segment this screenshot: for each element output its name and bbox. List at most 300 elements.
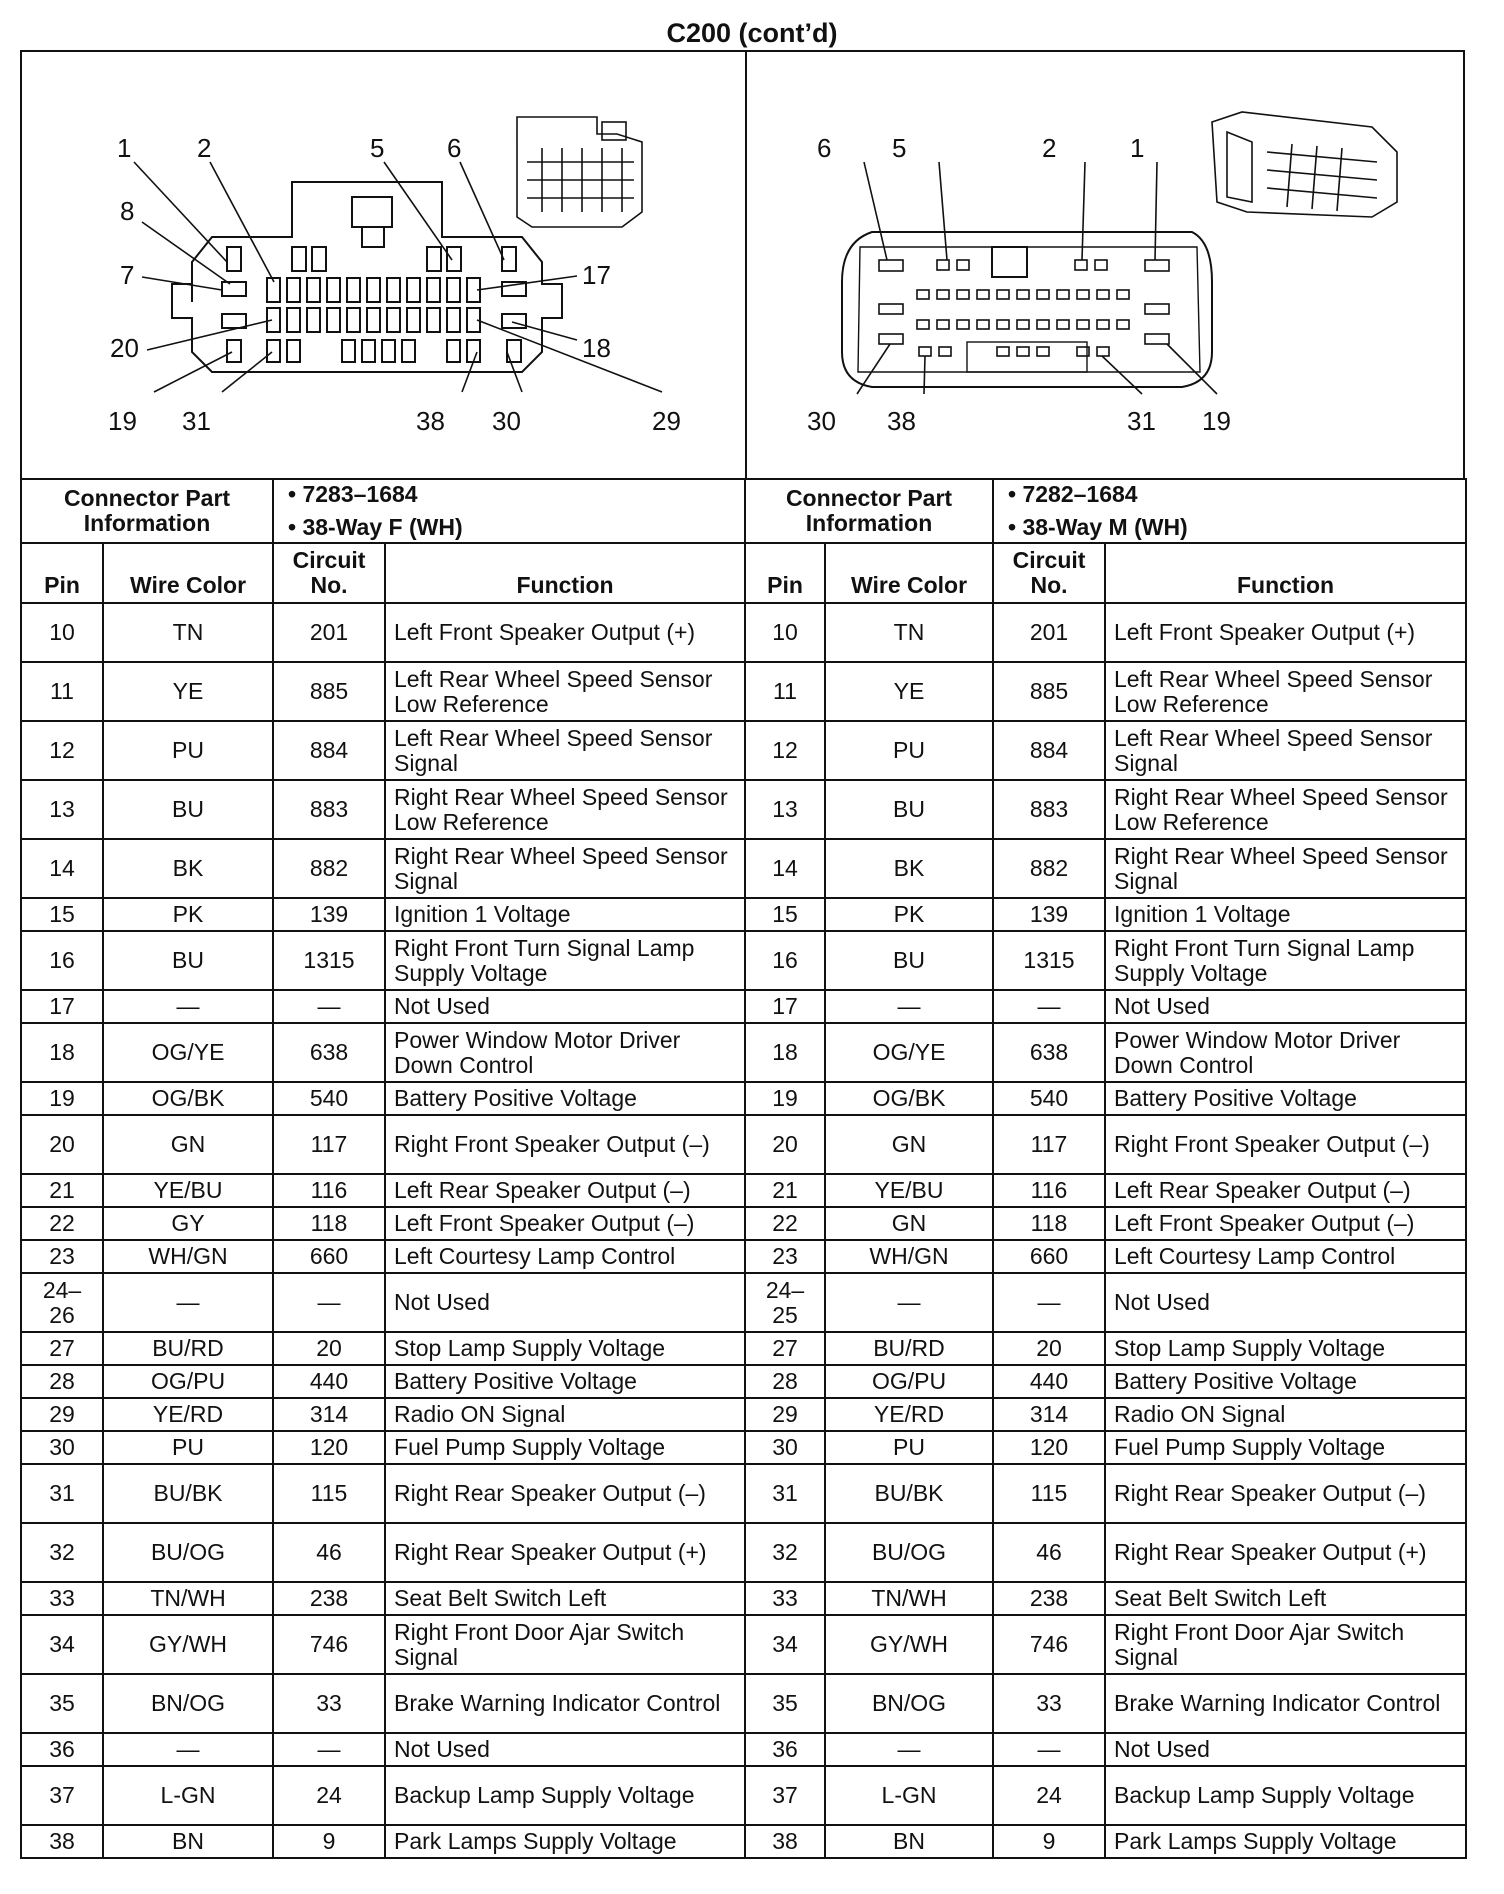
right-connector-table bbox=[744, 478, 1467, 1859]
circuit-cell: 120 bbox=[993, 1431, 1105, 1464]
table-row bbox=[745, 1766, 1466, 1825]
wire-color-cell: OG/PU bbox=[825, 1365, 993, 1398]
part-type: • 38-Way M (WH) bbox=[1008, 514, 1188, 540]
left-pin-label: 2 bbox=[197, 133, 212, 163]
pin-cell: 36 bbox=[745, 1733, 825, 1766]
wire-color-cell: OG/YE bbox=[103, 1023, 273, 1082]
circuit-cell: 46 bbox=[993, 1523, 1105, 1582]
header-wire-color: Wire Color bbox=[825, 543, 993, 603]
pin-cell: 32 bbox=[21, 1523, 103, 1582]
circuit-cell: 201 bbox=[273, 603, 385, 662]
wire-color-cell: PU bbox=[103, 1431, 273, 1464]
table-row bbox=[745, 780, 1466, 839]
circuit-cell: 660 bbox=[273, 1240, 385, 1273]
header-circuit: Circuit No. bbox=[273, 543, 385, 603]
circuit-cell: 440 bbox=[993, 1365, 1105, 1398]
wire-color-cell: OG/YE bbox=[825, 1023, 993, 1082]
header-pin: Pin bbox=[21, 543, 103, 603]
left-pin-label: 19 bbox=[108, 406, 137, 436]
table-row bbox=[745, 1431, 1466, 1464]
function-cell: Left Courtesy Lamp Control bbox=[1105, 1240, 1466, 1273]
circuit-cell: 882 bbox=[273, 839, 385, 898]
pin-cell: 14 bbox=[745, 839, 825, 898]
wire-color-cell: YE bbox=[825, 662, 993, 721]
wire-color-cell: BU/OG bbox=[825, 1523, 993, 1582]
wire-color-cell: L-GN bbox=[825, 1766, 993, 1825]
pin-cell: 34 bbox=[21, 1615, 103, 1674]
left-pin-row-4 bbox=[227, 340, 521, 362]
pin-cell: 38 bbox=[745, 1825, 825, 1858]
left-pin-label: 6 bbox=[447, 133, 462, 163]
left-pin-label: 1 bbox=[117, 133, 132, 163]
circuit-cell: 440 bbox=[273, 1365, 385, 1398]
left-connector-table bbox=[20, 478, 746, 1859]
table-row bbox=[21, 1082, 745, 1115]
left-pin-label: 7 bbox=[120, 260, 135, 290]
pin-cell: 36 bbox=[21, 1733, 103, 1766]
circuit-cell: 201 bbox=[993, 603, 1105, 662]
pin-cell: 17 bbox=[21, 990, 103, 1023]
table-row bbox=[21, 1023, 745, 1082]
table-row bbox=[21, 931, 745, 990]
wire-color-cell: WH/GN bbox=[825, 1240, 993, 1273]
pin-cell: 30 bbox=[745, 1431, 825, 1464]
table-row bbox=[745, 721, 1466, 780]
pin-cell: 20 bbox=[21, 1115, 103, 1174]
part-number: • 7283–1684 bbox=[288, 481, 418, 507]
connector-info-label: Connector Part Information bbox=[745, 479, 993, 543]
table-row bbox=[21, 1464, 745, 1523]
table-row bbox=[745, 1240, 1466, 1273]
left-pin-label: 20 bbox=[110, 333, 139, 363]
pin-cell: 20 bbox=[745, 1115, 825, 1174]
circuit-cell: 238 bbox=[273, 1582, 385, 1615]
wire-color-cell: YE/BU bbox=[825, 1174, 993, 1207]
left-table-body bbox=[21, 603, 745, 1858]
wire-color-cell: OG/BK bbox=[103, 1082, 273, 1115]
table-row bbox=[21, 1365, 745, 1398]
function-cell: Park Lamps Supply Voltage bbox=[385, 1825, 745, 1858]
pin-cell: 19 bbox=[21, 1082, 103, 1115]
function-cell: Radio ON Signal bbox=[1105, 1398, 1466, 1431]
pin-cell: 14 bbox=[21, 839, 103, 898]
wire-color-cell: GY/WH bbox=[825, 1615, 993, 1674]
table-row bbox=[745, 1023, 1466, 1082]
function-cell: Not Used bbox=[1105, 1733, 1466, 1766]
pin-cell: 30 bbox=[21, 1431, 103, 1464]
circuit-cell: 885 bbox=[273, 662, 385, 721]
right-pin-label: 31 bbox=[1127, 406, 1156, 436]
table-row bbox=[745, 898, 1466, 931]
pin-cell: 17 bbox=[745, 990, 825, 1023]
pin-cell: 11 bbox=[21, 662, 103, 721]
circuit-cell: 118 bbox=[993, 1207, 1105, 1240]
function-cell: Right Front Speaker Output (–) bbox=[1105, 1115, 1466, 1174]
pin-cell: 29 bbox=[745, 1398, 825, 1431]
left-pin-label: 31 bbox=[182, 406, 211, 436]
circuit-cell: 660 bbox=[993, 1240, 1105, 1273]
circuit-cell: 24 bbox=[993, 1766, 1105, 1825]
function-cell: Right Rear Speaker Output (+) bbox=[385, 1523, 745, 1582]
circuit-cell: 638 bbox=[993, 1023, 1105, 1082]
wire-color-cell: BK bbox=[103, 839, 273, 898]
header-function: Function bbox=[1105, 543, 1466, 603]
wire-color-cell: GY bbox=[103, 1207, 273, 1240]
wire-color-cell: BU/BK bbox=[103, 1464, 273, 1523]
circuit-cell: 746 bbox=[993, 1615, 1105, 1674]
table-row bbox=[745, 1674, 1466, 1733]
pin-cell: 24– 25 bbox=[745, 1273, 825, 1332]
left-pin-row-1 bbox=[227, 247, 516, 271]
table-row bbox=[745, 1464, 1466, 1523]
wire-color-cell: YE/BU bbox=[103, 1174, 273, 1207]
function-cell: Right Rear Wheel Speed Sensor Signal bbox=[1105, 839, 1466, 898]
wire-color-cell: PU bbox=[825, 1431, 993, 1464]
part-type: • 38-Way F (WH) bbox=[288, 514, 463, 540]
header-function: Function bbox=[385, 543, 745, 603]
wire-color-cell: GN bbox=[103, 1115, 273, 1174]
table-row bbox=[745, 603, 1466, 662]
wire-color-cell: L-GN bbox=[103, 1766, 273, 1825]
table-row bbox=[21, 662, 745, 721]
wire-color-cell: — bbox=[103, 1273, 273, 1332]
table-row bbox=[21, 1674, 745, 1733]
function-cell: Right Rear Speaker Output (+) bbox=[1105, 1523, 1466, 1582]
table-row bbox=[745, 1174, 1466, 1207]
right-connector-thumbnail bbox=[1212, 112, 1397, 217]
circuit-cell: 540 bbox=[993, 1082, 1105, 1115]
wire-color-cell: YE bbox=[103, 662, 273, 721]
table-row bbox=[21, 898, 745, 931]
pin-cell: 10 bbox=[21, 603, 103, 662]
table-row bbox=[745, 931, 1466, 990]
pin-cell: 35 bbox=[21, 1674, 103, 1733]
header-circuit: Circuit No. bbox=[993, 543, 1105, 603]
pin-cell: 12 bbox=[745, 721, 825, 780]
right-pin-label: 19 bbox=[1202, 406, 1231, 436]
table-row bbox=[745, 1207, 1466, 1240]
pin-cell: 31 bbox=[21, 1464, 103, 1523]
circuit-cell: 46 bbox=[273, 1523, 385, 1582]
circuit-cell: — bbox=[273, 990, 385, 1023]
table-row bbox=[21, 1115, 745, 1174]
function-cell: Right Front Door Ajar Switch Signal bbox=[385, 1615, 745, 1674]
left-pin-label: 18 bbox=[582, 333, 611, 363]
circuit-cell: 115 bbox=[993, 1464, 1105, 1523]
right-connector-face bbox=[842, 112, 1397, 394]
connector-info-row bbox=[21, 479, 745, 543]
circuit-cell: 746 bbox=[273, 1615, 385, 1674]
pin-cell: 12 bbox=[21, 721, 103, 780]
function-cell: Battery Positive Voltage bbox=[385, 1082, 745, 1115]
pin-cell: 13 bbox=[21, 780, 103, 839]
wire-color-cell: BU bbox=[825, 780, 993, 839]
pin-cell: 21 bbox=[745, 1174, 825, 1207]
pin-cell: 23 bbox=[745, 1240, 825, 1273]
circuit-cell: 9 bbox=[993, 1825, 1105, 1858]
pin-cell: 31 bbox=[745, 1464, 825, 1523]
function-cell: Battery Positive Voltage bbox=[1105, 1082, 1466, 1115]
pin-cell: 35 bbox=[745, 1674, 825, 1733]
pin-cell: 27 bbox=[745, 1332, 825, 1365]
circuit-cell: 20 bbox=[273, 1332, 385, 1365]
circuit-cell: 1315 bbox=[993, 931, 1105, 990]
table-row bbox=[745, 1273, 1466, 1332]
function-cell: Battery Positive Voltage bbox=[1105, 1365, 1466, 1398]
circuit-cell: — bbox=[993, 1273, 1105, 1332]
pin-cell: 21 bbox=[21, 1174, 103, 1207]
wire-color-cell: BN bbox=[103, 1825, 273, 1858]
circuit-cell: 314 bbox=[993, 1398, 1105, 1431]
table-row bbox=[745, 1332, 1466, 1365]
circuit-cell: 314 bbox=[273, 1398, 385, 1431]
function-cell: Right Rear Wheel Speed Sensor Low Reference bbox=[1105, 780, 1466, 839]
circuit-cell: 540 bbox=[273, 1082, 385, 1115]
function-cell: Right Rear Wheel Speed Sensor Low Reference bbox=[385, 780, 745, 839]
function-cell: Stop Lamp Supply Voltage bbox=[385, 1332, 745, 1365]
connector-info-label: Connector Part Information bbox=[21, 479, 273, 543]
function-cell: Ignition 1 Voltage bbox=[385, 898, 745, 931]
circuit-cell: 117 bbox=[993, 1115, 1105, 1174]
circuit-cell: 120 bbox=[273, 1431, 385, 1464]
left-pin-label: 30 bbox=[492, 406, 521, 436]
left-pin-label: 8 bbox=[120, 196, 135, 226]
function-cell: Ignition 1 Voltage bbox=[1105, 898, 1466, 931]
circuit-cell: 139 bbox=[993, 898, 1105, 931]
table-row bbox=[745, 839, 1466, 898]
function-cell: Not Used bbox=[1105, 1273, 1466, 1332]
table-row bbox=[21, 780, 745, 839]
function-cell: Fuel Pump Supply Voltage bbox=[385, 1431, 745, 1464]
connector-info-values bbox=[993, 479, 1466, 543]
table-row bbox=[745, 1398, 1466, 1431]
table-row bbox=[745, 1365, 1466, 1398]
circuit-cell: 882 bbox=[993, 839, 1105, 898]
wire-color-cell: PK bbox=[825, 898, 993, 931]
circuit-cell: 638 bbox=[273, 1023, 385, 1082]
circuit-cell: 884 bbox=[993, 721, 1105, 780]
function-cell: Right Front Speaker Output (–) bbox=[385, 1115, 745, 1174]
circuit-cell: 139 bbox=[273, 898, 385, 931]
function-cell: Left Rear Wheel Speed Sensor Signal bbox=[1105, 721, 1466, 780]
function-cell: Power Window Motor Driver Down Control bbox=[385, 1023, 745, 1082]
table-row bbox=[21, 1174, 745, 1207]
function-cell: Backup Lamp Supply Voltage bbox=[385, 1766, 745, 1825]
wire-color-cell: BU/RD bbox=[825, 1332, 993, 1365]
right-pin-label: 30 bbox=[807, 406, 836, 436]
left-pin-label: 38 bbox=[416, 406, 445, 436]
wire-color-cell: PU bbox=[825, 721, 993, 780]
column-header-row bbox=[745, 543, 1466, 603]
left-connector-thumbnail bbox=[517, 117, 642, 227]
wire-color-cell: PU bbox=[103, 721, 273, 780]
circuit-cell: 883 bbox=[993, 780, 1105, 839]
function-cell: Left Rear Wheel Speed Sensor Low Reference bbox=[385, 662, 745, 721]
function-cell: Battery Positive Voltage bbox=[385, 1365, 745, 1398]
connector-info-row bbox=[745, 479, 1466, 543]
table-row bbox=[21, 603, 745, 662]
table-row bbox=[745, 1733, 1466, 1766]
connector-diagrams bbox=[20, 50, 1465, 480]
function-cell: Park Lamps Supply Voltage bbox=[1105, 1825, 1466, 1858]
table-row bbox=[21, 839, 745, 898]
left-pin-row-3 bbox=[222, 308, 526, 332]
pin-cell: 16 bbox=[745, 931, 825, 990]
table-row bbox=[21, 1431, 745, 1464]
circuit-cell: 9 bbox=[273, 1825, 385, 1858]
table-row bbox=[21, 1615, 745, 1674]
circuit-cell: — bbox=[273, 1733, 385, 1766]
right-leader-lines bbox=[857, 162, 1217, 394]
header-pin: Pin bbox=[745, 543, 825, 603]
wire-color-cell: BK bbox=[825, 839, 993, 898]
circuit-cell: 33 bbox=[273, 1674, 385, 1733]
function-cell: Radio ON Signal bbox=[385, 1398, 745, 1431]
table-row bbox=[21, 990, 745, 1023]
circuit-cell: 117 bbox=[273, 1115, 385, 1174]
function-cell: Right Front Turn Signal Lamp Supply Voltage bbox=[1105, 931, 1466, 990]
pin-cell: 11 bbox=[745, 662, 825, 721]
wire-color-cell: — bbox=[103, 1733, 273, 1766]
wire-color-cell: BU/OG bbox=[103, 1523, 273, 1582]
pin-cell: 22 bbox=[21, 1207, 103, 1240]
table-row bbox=[745, 1582, 1466, 1615]
table-row bbox=[745, 1115, 1466, 1174]
table-row bbox=[21, 1733, 745, 1766]
wire-color-cell: WH/GN bbox=[103, 1240, 273, 1273]
function-cell: Stop Lamp Supply Voltage bbox=[1105, 1332, 1466, 1365]
table-row bbox=[21, 1398, 745, 1431]
wire-color-cell: TN bbox=[825, 603, 993, 662]
table-row bbox=[21, 1207, 745, 1240]
circuit-cell: 116 bbox=[993, 1174, 1105, 1207]
wire-color-cell: PK bbox=[103, 898, 273, 931]
circuit-cell: 883 bbox=[273, 780, 385, 839]
wire-color-cell: GN bbox=[825, 1115, 993, 1174]
wire-color-cell: BN bbox=[825, 1825, 993, 1858]
pin-cell: 13 bbox=[745, 780, 825, 839]
function-cell: Left Rear Speaker Output (–) bbox=[1105, 1174, 1466, 1207]
function-cell: Right Rear Speaker Output (–) bbox=[385, 1464, 745, 1523]
function-cell: Not Used bbox=[385, 1733, 745, 1766]
pin-cell: 37 bbox=[21, 1766, 103, 1825]
pin-cell: 18 bbox=[745, 1023, 825, 1082]
wire-color-cell: TN bbox=[103, 603, 273, 662]
table-row bbox=[21, 1523, 745, 1582]
connector-info-values bbox=[273, 479, 745, 543]
table-row bbox=[745, 1523, 1466, 1582]
wire-color-cell: OG/PU bbox=[103, 1365, 273, 1398]
function-cell: Brake Warning Indicator Control bbox=[385, 1674, 745, 1733]
function-cell: Right Rear Speaker Output (–) bbox=[1105, 1464, 1466, 1523]
circuit-cell: 116 bbox=[273, 1174, 385, 1207]
wire-color-cell: OG/BK bbox=[825, 1082, 993, 1115]
pin-cell: 28 bbox=[745, 1365, 825, 1398]
table-row bbox=[21, 1582, 745, 1615]
function-cell: Backup Lamp Supply Voltage bbox=[1105, 1766, 1466, 1825]
pin-cell: 19 bbox=[745, 1082, 825, 1115]
circuit-cell: 24 bbox=[273, 1766, 385, 1825]
right-pin-label: 1 bbox=[1130, 133, 1145, 163]
function-cell: Left Front Speaker Output (–) bbox=[385, 1207, 745, 1240]
page-title: C200 (cont’d) bbox=[666, 18, 838, 48]
function-cell: Right Rear Wheel Speed Sensor Signal bbox=[385, 839, 745, 898]
table-row bbox=[21, 721, 745, 780]
pin-cell: 29 bbox=[21, 1398, 103, 1431]
connector-diagram-svg bbox=[22, 52, 1463, 478]
circuit-cell: — bbox=[273, 1273, 385, 1332]
pin-cell: 38 bbox=[21, 1825, 103, 1858]
function-cell: Right Front Door Ajar Switch Signal bbox=[1105, 1615, 1466, 1674]
circuit-cell: 885 bbox=[993, 662, 1105, 721]
right-pin-label: 38 bbox=[887, 406, 916, 436]
table-row bbox=[21, 1332, 745, 1365]
right-pin-label: 2 bbox=[1042, 133, 1057, 163]
function-cell: Left Rear Speaker Output (–) bbox=[385, 1174, 745, 1207]
circuit-cell: 20 bbox=[993, 1332, 1105, 1365]
circuit-cell: 118 bbox=[273, 1207, 385, 1240]
pin-cell: 23 bbox=[21, 1240, 103, 1273]
function-cell: Not Used bbox=[1105, 990, 1466, 1023]
wire-color-cell: BN/OG bbox=[825, 1674, 993, 1733]
pin-cell: 33 bbox=[21, 1582, 103, 1615]
function-cell: Seat Belt Switch Left bbox=[1105, 1582, 1466, 1615]
wire-color-cell: — bbox=[103, 990, 273, 1023]
function-cell: Fuel Pump Supply Voltage bbox=[1105, 1431, 1466, 1464]
circuit-cell: 1315 bbox=[273, 931, 385, 990]
wire-color-cell: BU/BK bbox=[825, 1464, 993, 1523]
pin-cell: 10 bbox=[745, 603, 825, 662]
circuit-cell: — bbox=[993, 1733, 1105, 1766]
table-row bbox=[745, 662, 1466, 721]
wire-color-cell: BN/OG bbox=[103, 1674, 273, 1733]
column-header-row bbox=[21, 543, 745, 603]
table-row bbox=[21, 1825, 745, 1858]
pin-cell: 34 bbox=[745, 1615, 825, 1674]
wire-color-cell: BU bbox=[103, 780, 273, 839]
table-row bbox=[745, 990, 1466, 1023]
pin-cell: 16 bbox=[21, 931, 103, 990]
function-cell: Left Rear Wheel Speed Sensor Signal bbox=[385, 721, 745, 780]
pin-cell: 27 bbox=[21, 1332, 103, 1365]
function-cell: Seat Belt Switch Left bbox=[385, 1582, 745, 1615]
left-pin-label: 17 bbox=[582, 260, 611, 290]
pin-cell: 28 bbox=[21, 1365, 103, 1398]
function-cell: Power Window Motor Driver Down Control bbox=[1105, 1023, 1466, 1082]
left-pin-label: 29 bbox=[652, 406, 681, 436]
table-row bbox=[21, 1273, 745, 1332]
wire-color-cell: TN/WH bbox=[825, 1582, 993, 1615]
wire-color-cell: — bbox=[825, 990, 993, 1023]
pin-cell: 22 bbox=[745, 1207, 825, 1240]
pin-cell: 33 bbox=[745, 1582, 825, 1615]
pin-cell: 37 bbox=[745, 1766, 825, 1825]
table-row bbox=[745, 1615, 1466, 1674]
table-row bbox=[21, 1766, 745, 1825]
wire-color-cell: — bbox=[825, 1733, 993, 1766]
pin-cell: 15 bbox=[745, 898, 825, 931]
left-pin-label: 5 bbox=[370, 133, 385, 163]
function-cell: Not Used bbox=[385, 1273, 745, 1332]
function-cell: Brake Warning Indicator Control bbox=[1105, 1674, 1466, 1733]
function-cell: Right Front Turn Signal Lamp Supply Voltage bbox=[385, 931, 745, 990]
function-cell: Left Front Speaker Output (+) bbox=[1105, 603, 1466, 662]
right-table-body bbox=[745, 603, 1466, 1858]
pin-cell: 15 bbox=[21, 898, 103, 931]
wire-color-cell: BU bbox=[825, 931, 993, 990]
function-cell: Not Used bbox=[385, 990, 745, 1023]
circuit-cell: 115 bbox=[273, 1464, 385, 1523]
